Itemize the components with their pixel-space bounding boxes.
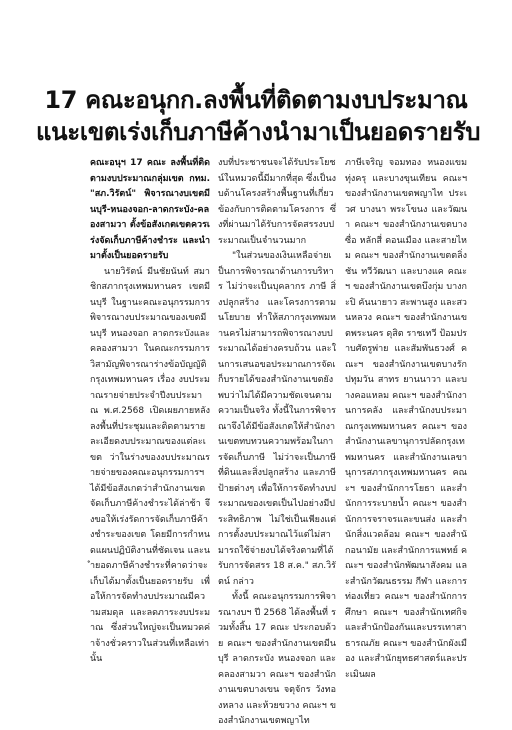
body-paragraph: นายวิรัตน์ มีนชัยนันท์ สมาชิกสภากรุงเทพมหานคร เขตมีนบุรี ในฐานะคณะอนุกรรมการพิจารณางบประมาณของเขตมีนบุรี หนองจอก ลาดกระบังและคลองสามวา ในคณะกรรมการวิสามัญพิจารณาร่างข้อบัญญัติกรุงเทพมหานคร เรื่อง งบประมาณรายจ่ายประจำปีงบประมาณ พ.ศ.2568 เปิดเผยภายหลังลงพื้นที่ประชุมและติดตามรายละเอียดงบประมาณของแต่ละเขต ว่าในร่างของงบประมาณรายจ่ายของคณะอนุกรรมการฯ ได้มีข้อสังเกตว่าสำนักงานเขตจัดเก็บภาษีค้างชำระได้ล่าช้า จึงขอให้เร่งรัดการจัดเก็บภาษีค้างชำระของเขต โดยมีการกำหนดแผนปฏิบัติงานที่ชัดเจน และนำยอดภาษีค้างชำระที่คาดว่าจะเก็บได้มาตั้งเป็นยอดรายรับ เพื่อให้การจัดทำงบประมาณมีความสมดุล และลดภาระงบประมาณ ซึ่งส่วนใหญ่จะเป็นหมวดค่าจ้างชั่วคราวในส่วนที่เหลือเท่านั้น: [90, 266, 210, 664]
article-column-2: [218, 156, 336, 726]
article-column-3: [345, 156, 467, 680]
headline-line-2: แนะเขตเร่งเก็บภาษีค้างนำมาเป็นยอดรายรับ: [36, 118, 481, 146]
article-column-1: [90, 156, 210, 664]
body-paragraph: ทั้งนี้ คณะอนุกรรมการพิจารณางบฯ ปี 2568 ได้ลงพื้นที่ รวมทั้งสิ้น 17 คณะ ประกอบด้วย คณะฯ ของสำนักงานเขตมีนบุรี ลาดกระบัง หนองจอก และคลองสามวา คณะฯ ของสำนักงานเขตบางเขน จตุจักร วังทองหลาง และห้วยขวาง คณะฯ ของสำนักงานเขตพญาไท: [218, 592, 336, 726]
body-paragraph: ภาษีเจริญ จอมทอง หนองแขม ทุ่งครุ และบางขุนเทียน คณะฯ ของสำนักงานเขตพญาไท ประเวศ บางนา พระโขนง และวัฒนา คณะฯ ของสำนักงานเขตบางซื่อ หลักสี่ ดอนเมือง และสายไหม คณะฯ ของสำนักงานเขตตลิ่งชัน ทวีวัฒนา และบางแค คณะฯ ของสำนักงานเขตบึงกุ่ม บางกะปิ คันนายาว สะพานสูง และสวนหลวง คณะฯ ของสำนักงานเขตพระนคร ดุสิต ราชเทวี ป้อมปราบศัตรูพ่าย และสัมพันธวงศ์ คณะฯ ของสำนักงานเขตบางรัก ปทุมวัน สาทร ยานนาวา และบางคอแหลม คณะฯ ของสำนักงานการคลัง และสำนักงบประมาณกรุงเทพมหานคร คณะฯ ของสำนักงานเลขานุการปลัดกรุงเทพมหานคร และสำนักงานเลขานุการสภากรุงเทพมหานคร คณะฯ ของสำนักการโยธา และสำนักการระบายน้ำ คณะฯ ของสำนักการจราจรและขนส่ง และสำนักสิ่งแวดล้อม คณะฯ ของสำนักอนามัย และสำนักการแพทย์ คณะฯ ของสำนักพัฒนาสังคม และสำนักวัฒนธรรม กีฬา และการท่องเที่ยว คณะฯ ของสำนักการศึกษา คณะฯ ของสำนักเทศกิจ และสำนักป้องกันและบรรเทาสาธารณภัย คณะฯ ของสำนักผังเมือง และสำนักยุทธศาสตร์และประเมินผล: [345, 158, 467, 680]
body-paragraph: งบที่ประชาชนจะได้รับประโยชน์ในหมวดนี้มีมากที่สุด ซึ่งเป็นงบด้านโครงสร้างพื้นฐานที่เกี่ยวข้องกับการติดตามโครงการ ซึ่งที่ผ่านมาได้รับการจัดสรรงบประมาณเป็นจำนวนมาก: [218, 158, 336, 246]
lead-paragraph: คณะอนุฯ 17 คณะ ลงพื้นที่ติดตามงบประมาณกลุ่มเขต กทม. "สภ.วิรัตน์" พิจารณางบเขตมีนบุรี-หนองจอก-ลาดกระบัง-คลองสามวา ตั้งข้อสังเกตเขตควรเร่งจัดเก็บภาษีค้างชำระ และนำมาตั้งเป็นยอดรายรับ: [90, 158, 210, 261]
headline-line-1: 17 คณะอนุกก.ลงพื้นที่ติดตามงบประมาณ: [44, 86, 468, 114]
quote-paragraph: "ในส่วนของเงินเหลือจ่ายเป็นการพิจารณาด้านการบริหาร ไม่ว่าจะเป็นบุคลากร ภาษี สิ่งปลูกสร้าง และโครงการตามนโยบาย ทำให้สภากรุงเทพมหานครไม่สามารถพิจารณางบประมาณได้อย่างครบถ้วน และในการเสนอขอประมาณการจัดเก็บรายได้ของสำนักงานเขตยังพบว่าไม่ได้มีความชัดเจนตามความเป็นจริง ทั้งนี้ในการพิจารณาจึงได้มีข้อสังเกตให้สำนักงานเขตทบทวนความพร้อมในการจัดเก็บภาษี ไม่ว่าจะเป็นภาษีที่ดินและสิ่งปลูกสร้าง และภาษีป้ายต่างๆ เพื่อให้การจัดทำงบประมาณของเขตเป็นไปอย่างมีประสิทธิภาพ ไม่ใช่เป็นเพียงแต่การตั้งงบประมาณไว้แต่ไม่สามารถใช้จ่ายงบได้จริงตามที่ได้รับการจัดสรร 18 ส.ค." สภ.วิรัตน์ กล่าว: [218, 251, 336, 587]
